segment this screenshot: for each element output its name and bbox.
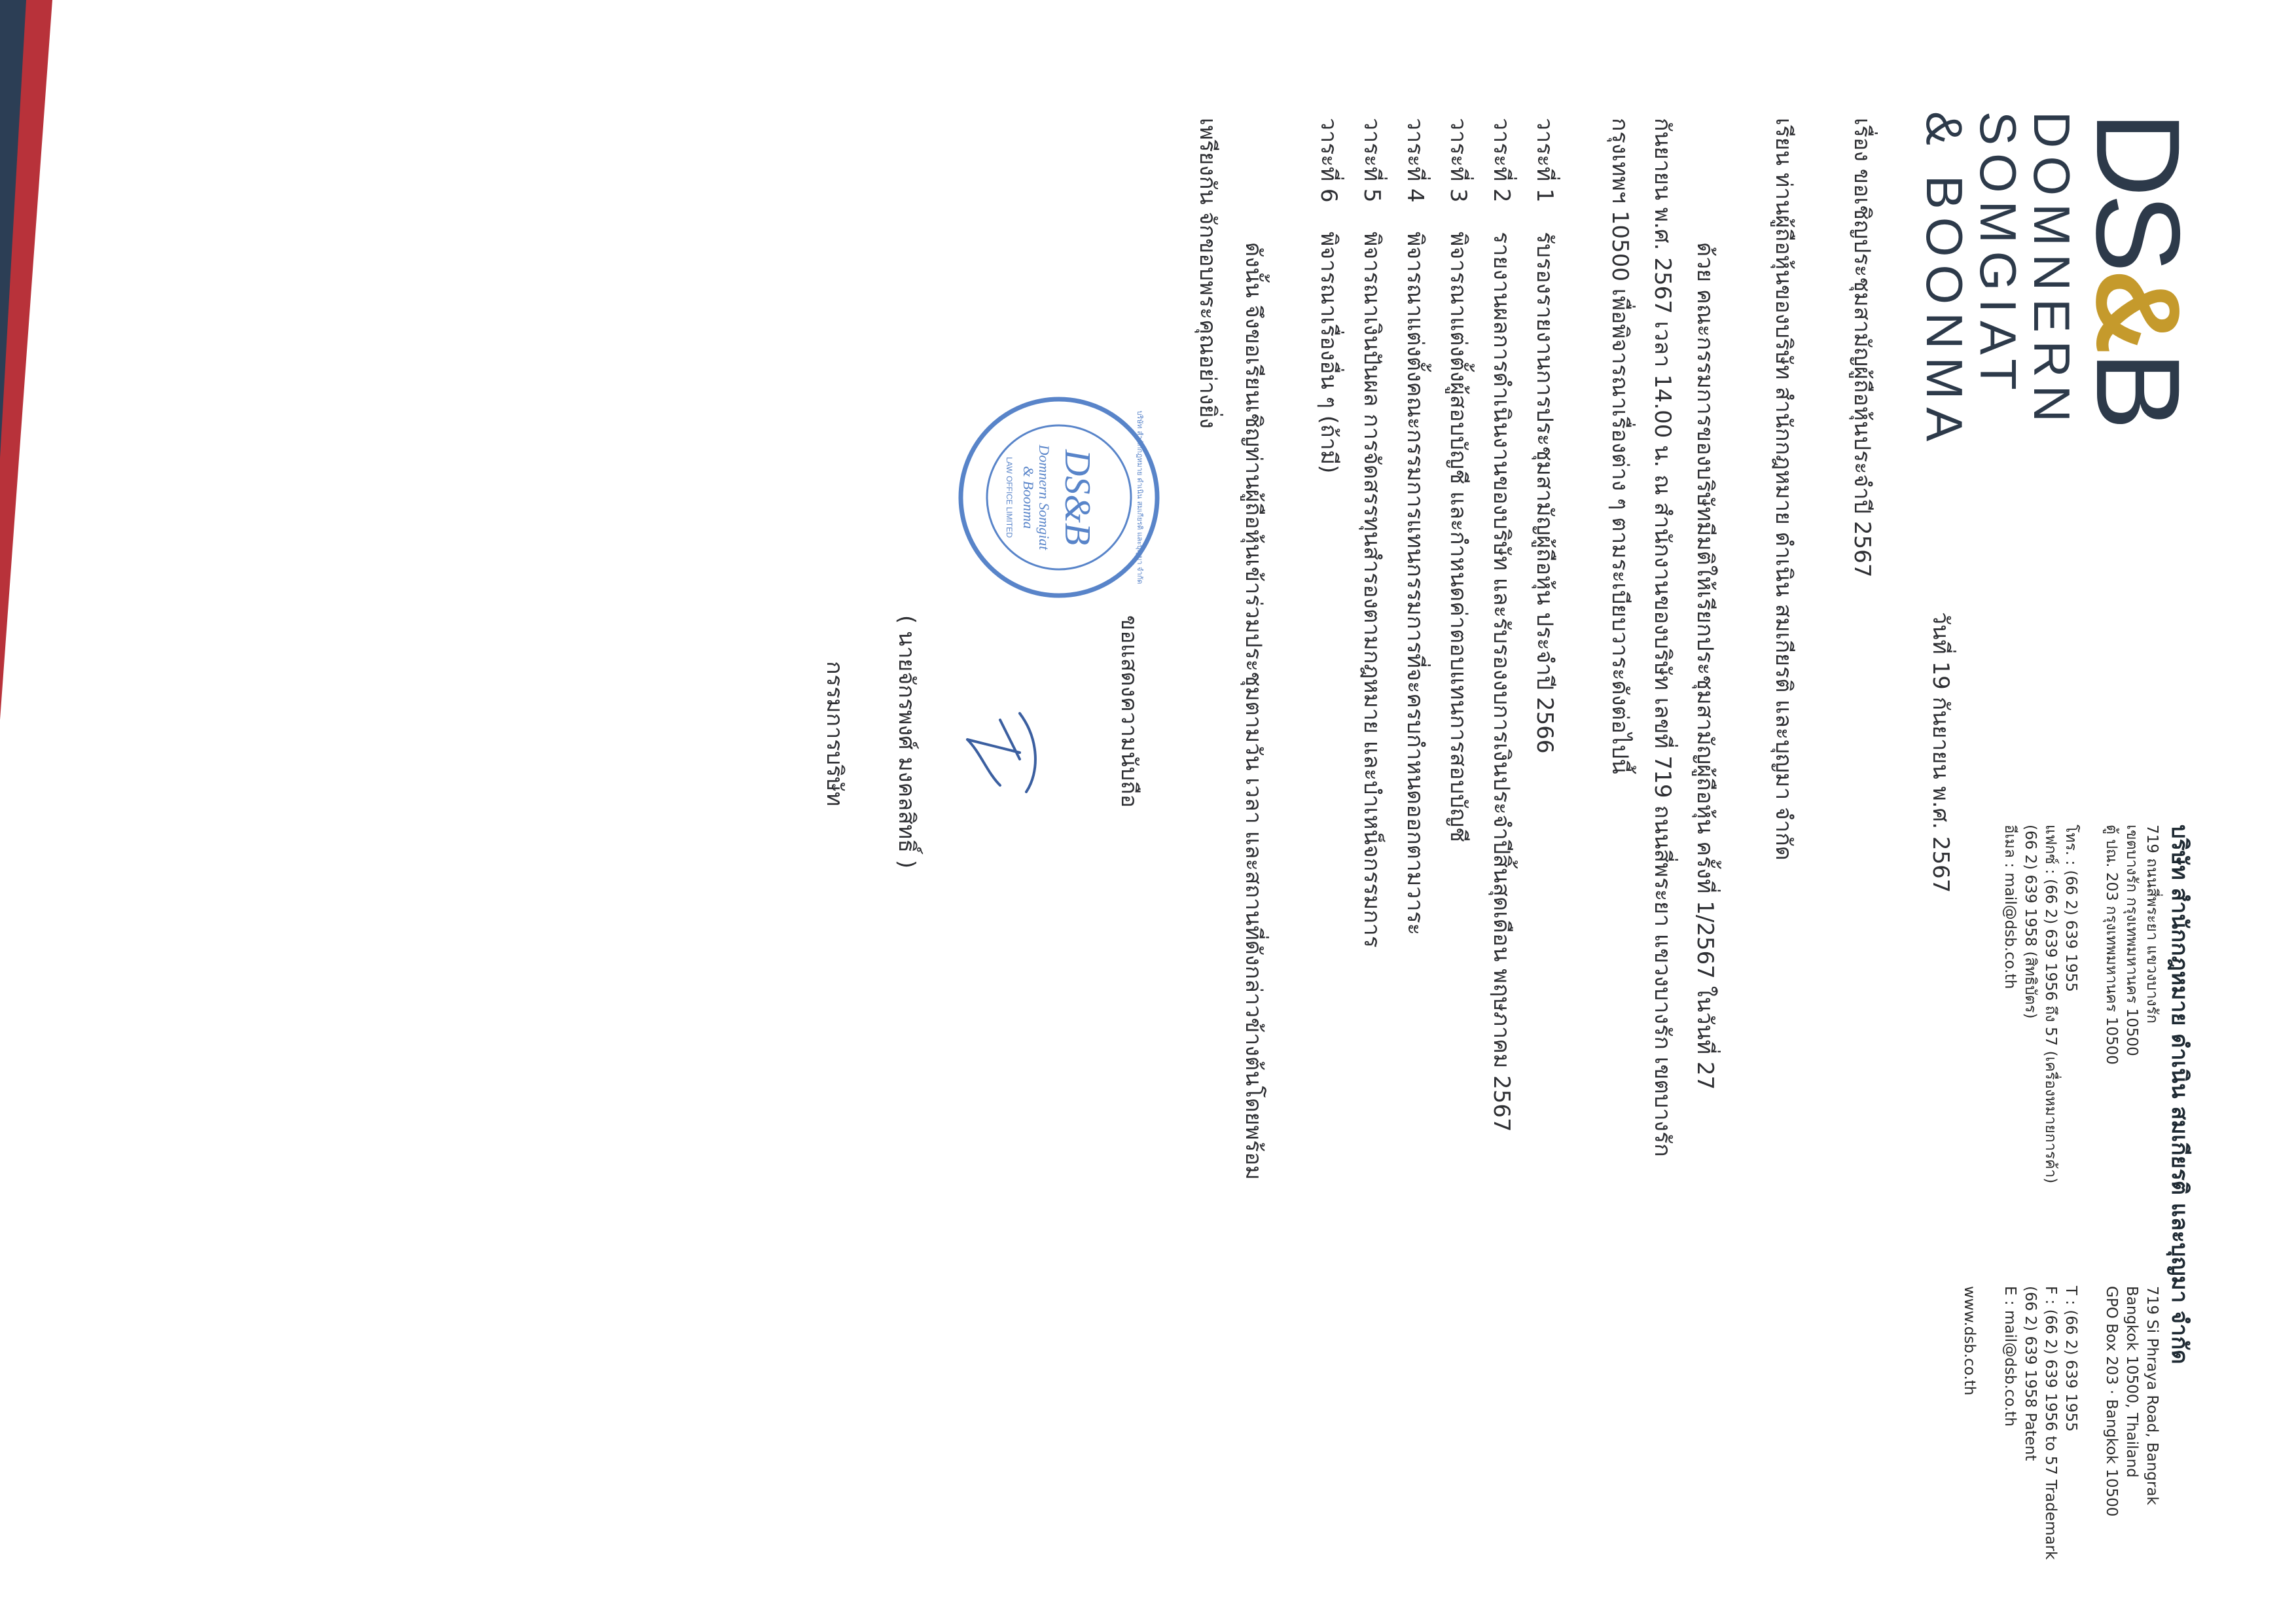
website: www.dsb.co.th <box>1961 1286 1978 1396</box>
letter-subject: เรื่อง ขอเชิญประชุมสามัญผู้ถือหุ้นประจำปี 2567 <box>1849 118 1875 578</box>
intro-line-3: กรุงเทพฯ 10500 เพื่อพิจารณาเรื่องต่าง ๆ ตามระเบียบวาระดังต่อไปนี้ <box>1607 118 1633 774</box>
letter-salutation: เรียน ท่านผู้ถือหุ้นของบริษัท สำนักกฎหมาย ดำเนิน สมเกียรติ และบุญมา จำกัด <box>1770 118 1797 861</box>
signer-title: กรรมการบริษัท <box>821 661 848 807</box>
address-en-line: (66 2) 639 1958 Patent <box>2022 1286 2039 1461</box>
signer-name: ( นายจักรพงศ์ มงคลสิทธิ์ ) <box>893 615 920 869</box>
closing-regards: ขอแสดงความนับถือ <box>1116 615 1142 808</box>
address-en-line: 719 Si Phraya Road, Bangrak <box>2144 1286 2161 1505</box>
agenda-text: รับรองรายงานการประชุมสามัญผู้ถือหุ้น ประจำปี 2566 <box>1532 232 1558 754</box>
address-th-line <box>2081 825 2101 1243</box>
agenda-number: วาระที่ 6 <box>1316 118 1342 203</box>
address-en <box>1959 1286 2162 1587</box>
agenda-number: วาระที่ 3 <box>1445 118 1471 203</box>
closing-line-1: ดังนั้น จึงขอเรียนเชิญท่านผู้ถือหุ้นเข้าร่วมประชุมตามวัน เวลา และสถานที่ดังกล่าวข้างต้นโดยพร้อม <box>1240 242 1266 1181</box>
agenda-text: พิจารณาเรื่องอื่น ๆ (ถ้ามี) <box>1316 232 1342 474</box>
agenda-number: วาระที่ 4 <box>1402 118 1428 203</box>
stamp-line-1: Domnern Somgiat <box>1036 444 1052 550</box>
address-en-line: F : (66 2) 639 1956 to 57 Trademark <box>2042 1286 2059 1560</box>
address-th-line: 719 ถนนสี่พระยา แขวงบางรัก <box>2144 825 2161 1024</box>
letter-date: วันที่ 19 กันยายน พ.ศ. 2567 <box>1928 612 1954 893</box>
intro-line-2: กันยายน พ.ศ. 2567 เวลา 14.00 น. ณ สำนักงานของบริษัท เลขที่ 719 ถนนสี่พระยา แขวงบางรัก เขตบางรัก <box>1649 118 1676 1157</box>
logo-line-boonma: & BOONMA <box>1916 111 1973 450</box>
agenda-item <box>1516 118 1560 1132</box>
agenda-item <box>1387 118 1430 1132</box>
logo-line-domnern: DOMNERN <box>2023 111 2081 430</box>
agenda-text: พิจารณาเงินปันผล การจัดสรรทุนสำรองตามกฎหมาย และบำเหน็จกรรมการ <box>1359 232 1385 948</box>
agenda-text: พิจารณาแต่งตั้งผู้สอบบัญชี และกำหนดค่าตอบแทนการสอบบัญชี <box>1445 232 1471 842</box>
corner-decoration <box>0 0 262 1623</box>
agenda-list <box>1300 118 1560 1132</box>
agenda-number: วาระที่ 2 <box>1488 118 1515 203</box>
address-th-line: อีเมล : mail@dsb.co.th <box>2001 825 2018 990</box>
agenda-text: พิจารณาแต่งตั้งคณะกรรมการแทนกรรมการที่จะครบกำหนดออกตามวาระ <box>1402 232 1428 935</box>
company-header <box>2162 825 2198 1571</box>
address-th-line: แฟกซ์ : (66 2) 639 1956 ถึง 57 (เครื่องหมายการค้า) <box>2042 825 2059 1184</box>
intro-line-1: ด้วย คณะกรรมการของบริษัทมีมติให้เรียกประชุมสามัญผู้ถือหุ้น ครั้งที่ 1/2567 ในวันที่ 27 <box>1692 242 1718 1090</box>
company-logo <box>1910 111 2205 478</box>
stamp-top-text: บริษัท สำนักกฎหมาย ดำเนิน สมเกียรติ และบุญมา จำกัด <box>1136 410 1144 584</box>
address-th-line: โทร. : (66 2) 639 1955 <box>2062 825 2079 992</box>
agenda-item <box>1473 118 1516 1132</box>
company-seal-stamp <box>954 393 1164 602</box>
agenda-number: วาระที่ 1 <box>1532 118 1558 203</box>
address-en-line <box>2081 1286 2101 1587</box>
logo-mark: DS&B <box>2072 111 2205 427</box>
stamp-center: DS&B <box>1057 449 1098 546</box>
stamp-bottom-text: LAW OFFICE LIMITED <box>1005 457 1014 538</box>
agenda-item <box>1300 118 1344 1132</box>
address-en-line: E : mail@dsb.co.th <box>2001 1286 2018 1427</box>
address-th <box>2000 825 2162 1243</box>
address-th-line: (66 2) 639 1958 (สิทธิบัตร) <box>2022 825 2039 1019</box>
agenda-item <box>1430 118 1473 1132</box>
agenda-text: รายงานผลการดำเนินงานของบริษัท และรับรองงบการเงินประจำปีสิ้นสุดเดือน พฤษภาคม 2567 <box>1488 232 1515 1132</box>
logo-line-somgiat: SOMGIAT <box>1969 111 2027 398</box>
signature-scribble <box>954 700 1046 805</box>
agenda-number: วาระที่ 5 <box>1359 118 1385 203</box>
stamp-line-2: & Boonma <box>1020 466 1037 529</box>
agenda-item <box>1344 118 1387 1132</box>
company-name-th: บริษัท สำนักกฎหมาย ดำเนิน สมเกียรติ และบุญมา จำกัด <box>2166 825 2193 1364</box>
address-en-line: T : (66 2) 639 1955 <box>2062 1286 2079 1432</box>
closing-line-2: เพรียงกัน จักขอบพระคุณอย่างยิ่ง <box>1194 118 1221 429</box>
address-en-line: GPO Box 203 · Bangkok 10500 <box>2103 1286 2120 1517</box>
address-en-line: Bangkok 10500, Thailand <box>2123 1286 2140 1478</box>
address-th-line: ตู้ ปณ. 203 กรุงเทพมหานคร 10500 <box>2103 825 2120 1065</box>
address-th-line: เขตบางรัก กรุงเทพมหานคร 10500 <box>2123 825 2140 1056</box>
address-en-line <box>1979 1286 2000 1587</box>
